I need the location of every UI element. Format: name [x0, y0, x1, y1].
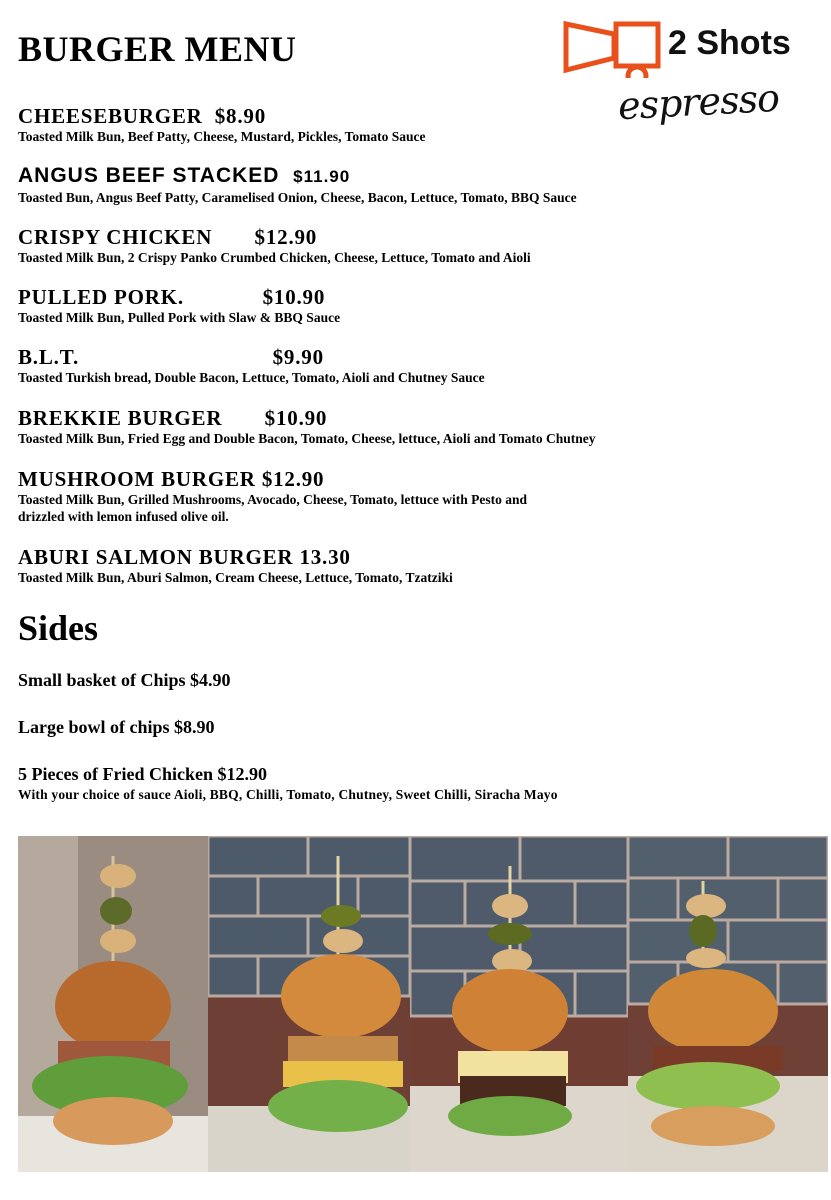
- burger-photo-4: [628, 836, 828, 1172]
- burger-photo-1: [18, 836, 208, 1172]
- item-name: ABURI SALMON BURGER: [18, 545, 300, 569]
- item-description: Toasted Milk Bun, Grilled Mushrooms, Avocado, Cheese, Tomato, lettuce with Pesto and: [18, 492, 528, 507]
- menu-item-crispy-chicken: [18, 225, 531, 266]
- item-price: $10.90: [262, 285, 326, 309]
- item-name: B.L.T.: [18, 345, 273, 369]
- item-description: Toasted Milk Bun, Pulled Pork with Slaw & BBQ Sauce: [18, 310, 341, 325]
- burger-photo-strip: [18, 836, 828, 1172]
- brand-name: 2 Shots: [668, 24, 791, 62]
- item-description: Toasted Milk Bun, Aburi Salmon, Cream Cheese, Lettuce, Tomato, Tzatziki: [18, 570, 453, 585]
- item-name: CRISPY CHICKEN: [18, 225, 255, 249]
- item-price: $9.90: [272, 345, 324, 369]
- item-price: $11.90: [293, 167, 351, 186]
- menu-item-cheeseburger: [18, 104, 426, 145]
- item-description: Toasted Turkish bread, Double Bacon, Lettuce, Tomato, Aioli and Chutney Sauce: [18, 370, 485, 385]
- menu-item-mushroom-burger: [18, 467, 527, 525]
- side-label: Large bowl of chips $8.90: [18, 717, 215, 737]
- menu-item-aburi-salmon-burger: [18, 545, 453, 586]
- menu-item-blt: [18, 345, 485, 386]
- burger-photo-2: [208, 836, 410, 1172]
- brand-script: espresso: [616, 75, 780, 129]
- item-name: PULLED PORK.: [18, 285, 263, 309]
- item-name: MUSHROOM BURGER: [18, 467, 262, 491]
- menu-item-angus-beef-stacked: [18, 164, 577, 206]
- item-description: Toasted Milk Bun, 2 Crispy Panko Crumbed Chicken, Cheese, Lettuce, Tomato and Aioli: [18, 250, 531, 265]
- item-name: CHEESEBURGER: [18, 104, 215, 128]
- item-price: $8.90: [214, 104, 266, 128]
- item-description: Toasted Milk Bun, Fried Egg and Double Bacon, Tomato, Cheese, lettuce, Aioli and Tomato Chutney: [18, 431, 596, 446]
- side-item-large-chips: [18, 717, 215, 738]
- item-price: 13.30: [299, 545, 351, 569]
- item-description: Toasted Milk Bun, Beef Patty, Cheese, Mustard, Pickles, Tomato Sauce: [18, 129, 426, 144]
- side-label: 5 Pieces of Fried Chicken $12.90: [18, 764, 267, 784]
- item-name: ANGUS BEEF STACKED: [18, 164, 294, 187]
- side-item-fried-chicken: [18, 764, 558, 803]
- side-description: With your choice of sauce Aioli, BBQ, Chilli, Tomato, Chutney, Sweet Chilli, Siracha Mayo: [18, 787, 558, 802]
- item-name: BREKKIE BURGER: [18, 406, 265, 430]
- item-price: $12.90: [254, 225, 318, 249]
- side-label: Small basket of Chips $4.90: [18, 670, 231, 690]
- item-description: Toasted Bun, Angus Beef Patty, Caramelised Onion, Cheese, Bacon, Lettuce, Tomato, BBQ Sauce: [18, 190, 577, 205]
- menu-item-brekkie-burger: [18, 406, 595, 447]
- page-title: BURGER MENU: [18, 29, 297, 69]
- item-description-line2: drizzled with lemon infused olive oil.: [18, 509, 229, 524]
- burger-photo-3: [410, 836, 628, 1172]
- menu-item-pulled-pork: [18, 285, 340, 326]
- side-item-small-chips: [18, 670, 231, 691]
- item-price: $12.90: [261, 467, 325, 491]
- item-price: $10.90: [264, 406, 328, 430]
- sides-heading: Sides: [18, 608, 99, 648]
- brand-logo: [560, 18, 800, 168]
